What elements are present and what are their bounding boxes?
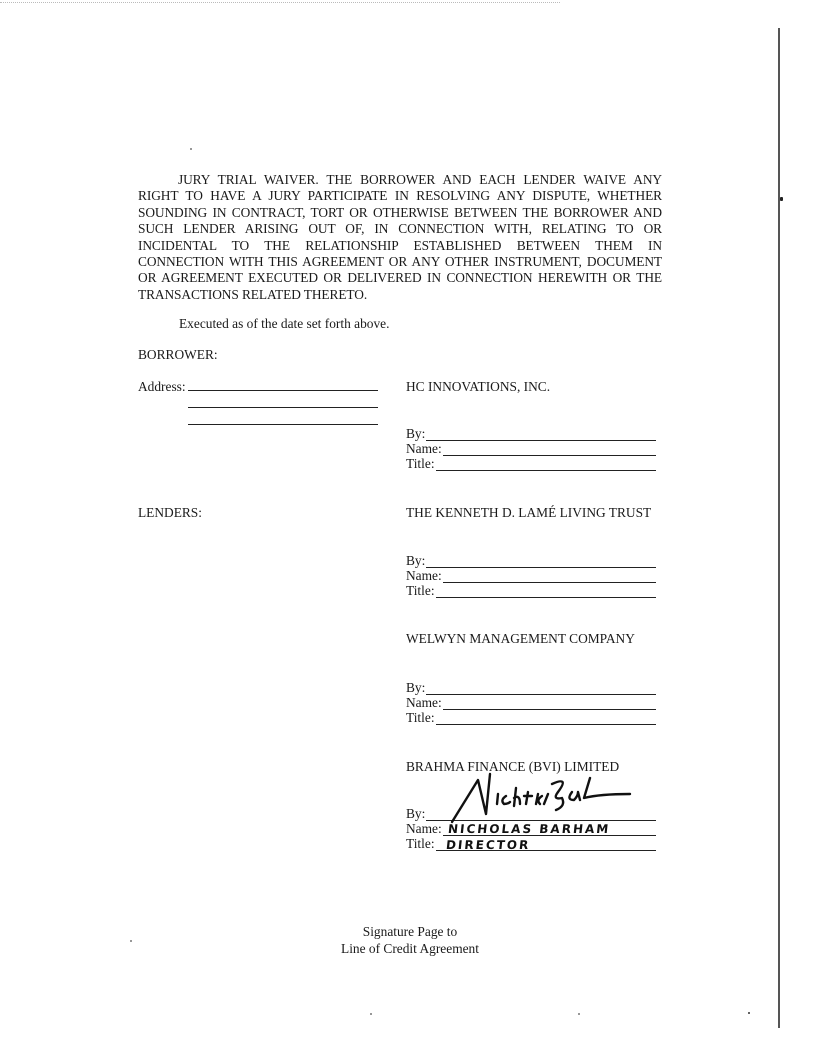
by-row [406, 553, 656, 568]
by-label: By: [406, 680, 426, 695]
address-line-1[interactable] [188, 390, 378, 391]
title-row [406, 583, 656, 598]
footer-line-2: Line of Credit Agreement [341, 940, 479, 956]
borrower-entity-name: HC INNOVATIONS, INC. [406, 379, 551, 394]
borrower-heading: BORROWER: [138, 347, 218, 362]
title-label: Title: [406, 836, 435, 851]
title-label: Title: [406, 583, 435, 598]
handwritten-signature [440, 770, 640, 830]
jury-trial-waiver-paragraph: JURY TRIAL WAIVER. THE BORROWER AND EACH LENDER WAIVE ANY RIGHT TO HAVE A JURY PARTICIPATE IN RESOLVING ANY DISPUTE, WHETHER SOUNDING IN CONTRACT, TORT OR OTHERWISE BETWEEN THE BORROWER AND SUCH LENDER ARISING OUT OF, IN CONNECTION WITH, RELATING TO OR INCIDENTAL TO THE RELATIONSHIP ESTABLISHED BETWEEN THEM IN CONNECTION WITH THIS AGREEMENT OR ANY OTHER INSTRUMENT, DOCUMENT OR AGREEMENT EXECUTED OR DELIVERED IN CONNECTION HEREWITH OR THE TRANSACTIONS RELATED THERETO. [138, 172, 662, 302]
name-row [406, 441, 656, 456]
lenders-heading: LENDERS: [138, 505, 202, 520]
by-signature-line[interactable] [426, 682, 656, 695]
name-line[interactable] [443, 443, 656, 456]
footer-line-1: Signature Page to [362, 924, 458, 939]
address-label: Address: [138, 379, 186, 394]
borrower-signature-block [406, 426, 656, 471]
scan-speck [130, 940, 132, 942]
lender-signature-block [406, 553, 656, 598]
by-label: By: [406, 426, 426, 441]
lender-entity-name: BRAHMA FINANCE (BVI) LIMITED [406, 759, 620, 774]
lender-entity-name: WELWYN MANAGEMENT COMPANY [406, 631, 635, 646]
title-line[interactable] [436, 458, 656, 471]
handwritten-signer-title: DIRECTOR [445, 838, 532, 852]
handwritten-signer-name: NICHOLAS BARHAM [447, 822, 612, 836]
scan-speck [190, 148, 192, 150]
by-label: By: [406, 553, 426, 568]
by-row [406, 680, 656, 695]
lender-entity-name: THE KENNETH D. LAMÉ LIVING TRUST [406, 505, 652, 520]
title-line[interactable] [436, 712, 656, 725]
name-label: Name: [406, 821, 442, 836]
title-line[interactable] [436, 585, 656, 598]
name-label: Name: [406, 695, 442, 710]
name-row [406, 568, 656, 583]
title-label: Title: [406, 710, 435, 725]
by-label: By: [406, 806, 426, 821]
name-line[interactable] [443, 570, 656, 583]
by-signature-line[interactable] [426, 555, 656, 568]
title-row [406, 710, 656, 725]
name-row [406, 695, 656, 710]
address-line-3[interactable] [188, 424, 378, 425]
by-row [406, 426, 656, 441]
scan-speck [748, 1012, 750, 1014]
by-signature-line[interactable] [426, 428, 656, 441]
title-label: Title: [406, 456, 435, 471]
name-label: Name: [406, 441, 442, 456]
page-footer [300, 924, 520, 957]
scan-speck [370, 1013, 372, 1015]
title-row [406, 456, 656, 471]
lender-signature-block [406, 680, 656, 725]
executed-statement: Executed as of the date set forth above. [179, 316, 390, 331]
name-label: Name: [406, 568, 442, 583]
scan-speck [780, 197, 783, 201]
name-line[interactable] [443, 697, 656, 710]
scan-edge-line [778, 28, 780, 1028]
scan-edge-artifact [0, 2, 560, 3]
scan-speck [578, 1013, 580, 1015]
address-line-2[interactable] [188, 407, 378, 408]
